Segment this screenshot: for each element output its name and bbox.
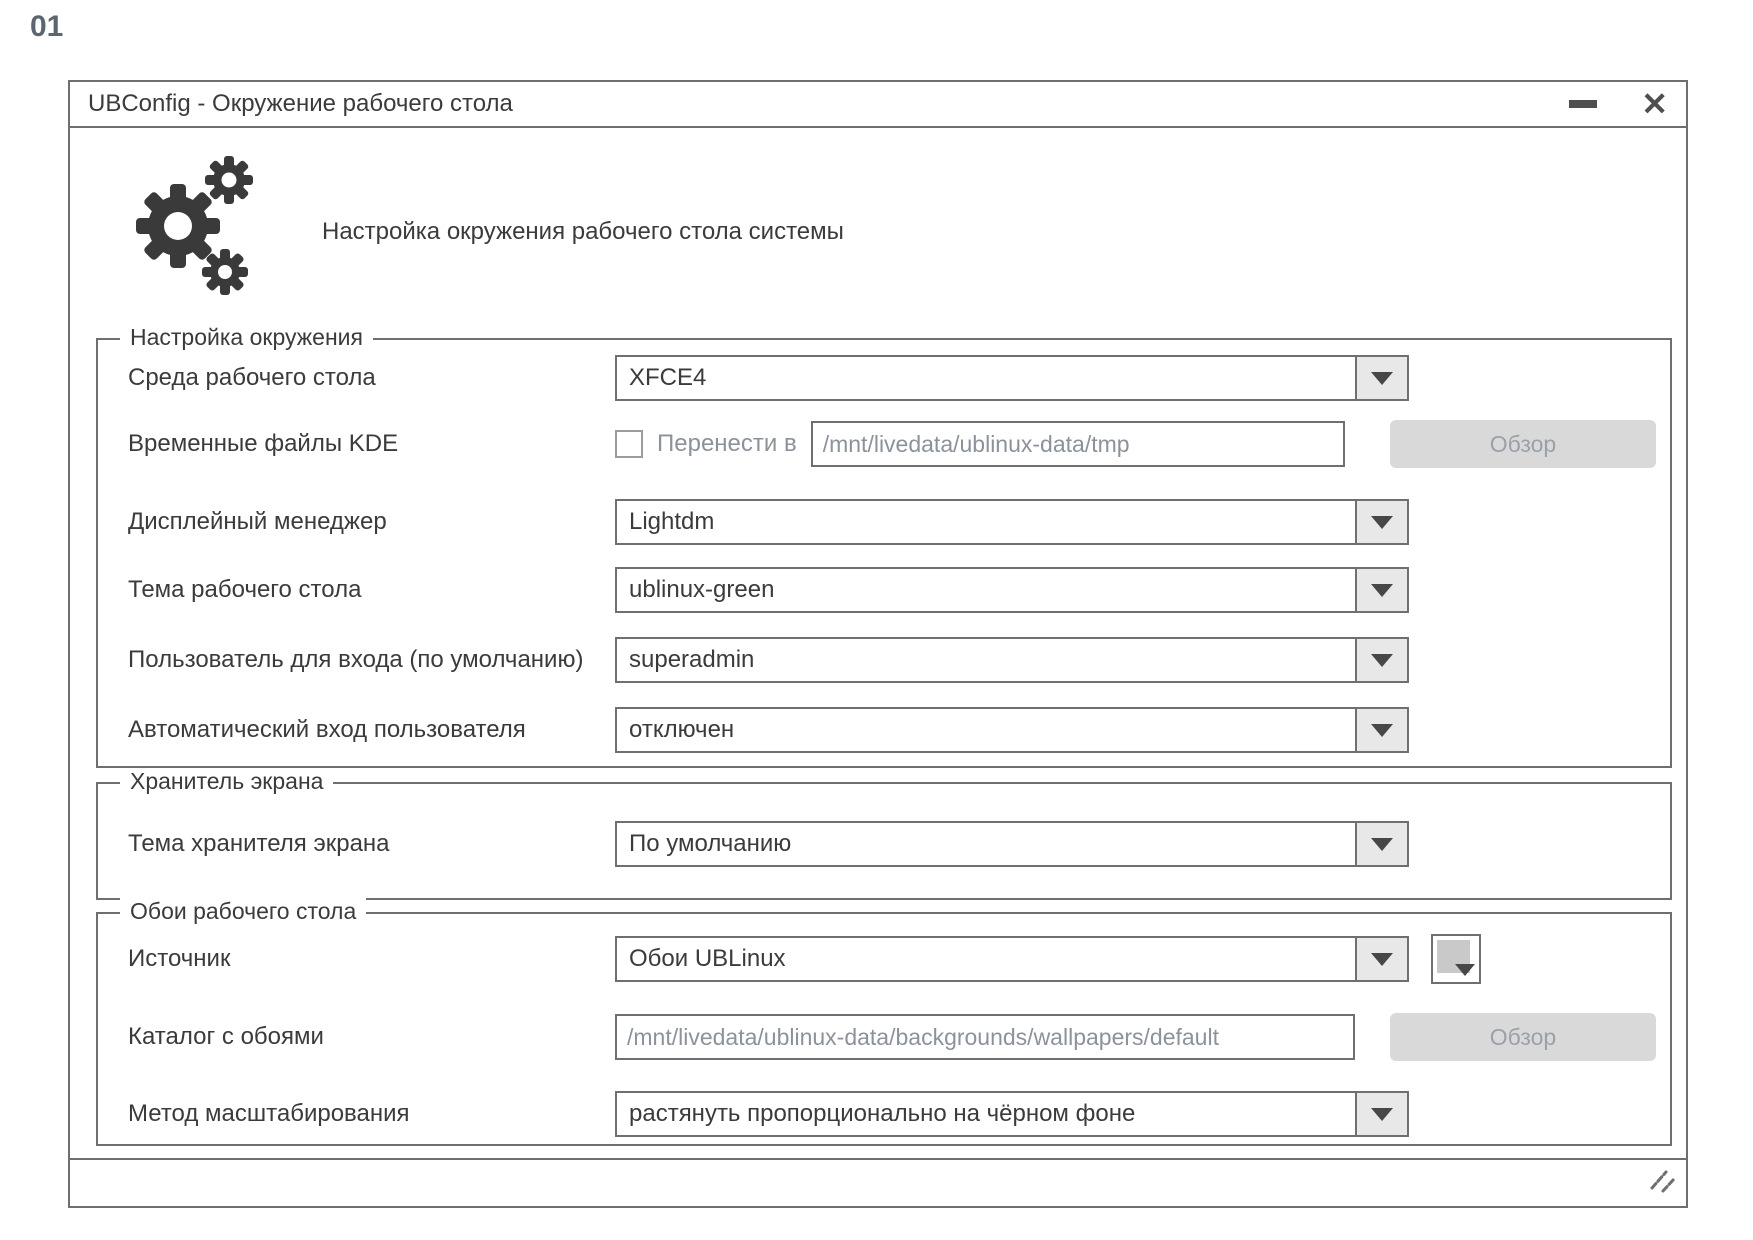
wallpaper-picker-button image-swatch-dropdown-icon[interactable] xyxy=(1431,934,1481,984)
group-wallpaper xyxy=(96,898,1672,1146)
dropdown-arrow-button[interactable] xyxy=(1355,569,1407,611)
gears-icon xyxy=(126,148,266,305)
login-user-label: Пользователь для входа (по умолчанию) xyxy=(128,646,584,673)
group-environment xyxy=(96,324,1672,768)
browse-button[interactable]: Обзор xyxy=(1390,1013,1656,1061)
row-kde-temp-files xyxy=(128,420,1656,468)
display-manager-label: Дисплейный менеджер xyxy=(128,508,387,535)
chevron-down-icon xyxy=(1371,654,1393,667)
desktop-theme-label: Тема рабочего стола xyxy=(128,576,362,603)
login-user-combobox[interactable] xyxy=(615,637,1409,683)
screensaver-theme-combobox[interactable] xyxy=(615,821,1409,867)
desktop-theme-value: ublinux-green xyxy=(629,576,775,603)
chevron-down-icon xyxy=(1371,953,1393,966)
window-title: UBConfig - Окружение рабочего стола xyxy=(88,90,513,117)
dropdown-arrow-button[interactable] xyxy=(1355,823,1407,865)
screensaver-theme-value: По умолчанию xyxy=(629,830,792,857)
chevron-down-icon xyxy=(1371,372,1393,385)
group-screensaver-legend: Хранитель экрана xyxy=(120,768,333,795)
scaling-method-combobox[interactable] xyxy=(615,1091,1409,1137)
chevron-down-icon xyxy=(1371,584,1393,597)
chevron-down-icon xyxy=(1371,724,1393,737)
page-label: 01 xyxy=(30,10,64,43)
screensaver-theme-label: Тема хранителя экрана xyxy=(128,830,390,857)
group-wallpaper-legend: Обои рабочего стола xyxy=(120,898,366,925)
kde-temp-files-label: Временные файлы KDE xyxy=(128,430,399,457)
dropdown-arrow-button[interactable] xyxy=(1355,938,1407,980)
titlebar xyxy=(70,82,1686,128)
row-autologin xyxy=(128,706,1656,754)
desktop-environment-value: XFCE4 xyxy=(629,364,707,391)
autologin-label: Автоматический вход пользователя xyxy=(128,716,526,743)
autologin-value: отключен xyxy=(629,716,735,743)
move-to-checkbox[interactable] xyxy=(615,430,643,458)
scaling-method-label: Метод масштабирования xyxy=(128,1100,410,1127)
group-environment-legend: Настройка окружения xyxy=(120,324,373,351)
wallpaper-source-label: Источник xyxy=(128,945,231,972)
chevron-down-icon xyxy=(1455,964,1475,976)
row-scaling-method xyxy=(128,1090,1656,1138)
row-desktop-environment xyxy=(128,354,1656,402)
dropdown-arrow-button[interactable] xyxy=(1355,357,1407,399)
group-screensaver xyxy=(96,768,1672,900)
display-manager-value: Lightdm xyxy=(629,508,715,535)
browse-button[interactable]: Обзор xyxy=(1390,420,1656,468)
header-caption: Настройка окружения рабочего стола системы xyxy=(322,218,844,245)
dropdown-arrow-button[interactable] xyxy=(1355,709,1407,751)
chevron-down-icon xyxy=(1371,1108,1393,1121)
autologin-combobox[interactable] xyxy=(615,707,1409,753)
row-desktop-theme xyxy=(128,566,1656,614)
wallpaper-directory-label: Каталог с обоями xyxy=(128,1023,324,1050)
statusbar xyxy=(70,1158,1686,1206)
resize-grip-icon[interactable] xyxy=(1646,1167,1678,1200)
row-screensaver-theme xyxy=(128,820,1656,868)
desktop-theme-combobox[interactable] xyxy=(615,567,1409,613)
row-login-user xyxy=(128,636,1656,684)
row-wallpaper-source xyxy=(128,935,1656,983)
dropdown-arrow-button[interactable] xyxy=(1355,639,1407,681)
desktop-environment-label: Среда рабочего стола xyxy=(128,364,376,391)
kde-tmp-path-input[interactable] xyxy=(811,421,1345,467)
chevron-down-icon xyxy=(1371,516,1393,529)
desktop-environment-combobox[interactable] xyxy=(615,355,1409,401)
scaling-method-value: растянуть пропорционально на чёрном фоне xyxy=(629,1100,1136,1127)
display-manager-combobox[interactable] xyxy=(615,499,1409,545)
minimize-button minimize-icon[interactable] xyxy=(1569,100,1597,108)
wallpaper-source-value: Обои UBLinux xyxy=(629,945,786,972)
move-to-checkbox-label: Перенести в xyxy=(657,430,797,457)
row-display-manager xyxy=(128,498,1656,546)
close-button close-icon[interactable]: ✕ xyxy=(1641,86,1668,122)
dropdown-arrow-button[interactable] xyxy=(1355,501,1407,543)
dropdown-arrow-button[interactable] xyxy=(1355,1093,1407,1135)
app-window xyxy=(68,80,1688,1208)
wallpaper-directory-input[interactable] xyxy=(615,1014,1355,1060)
wallpaper-source-combobox[interactable] xyxy=(615,936,1409,982)
login-user-value: superadmin xyxy=(629,646,755,673)
chevron-down-icon xyxy=(1371,838,1393,851)
row-wallpaper-directory xyxy=(128,1013,1656,1061)
